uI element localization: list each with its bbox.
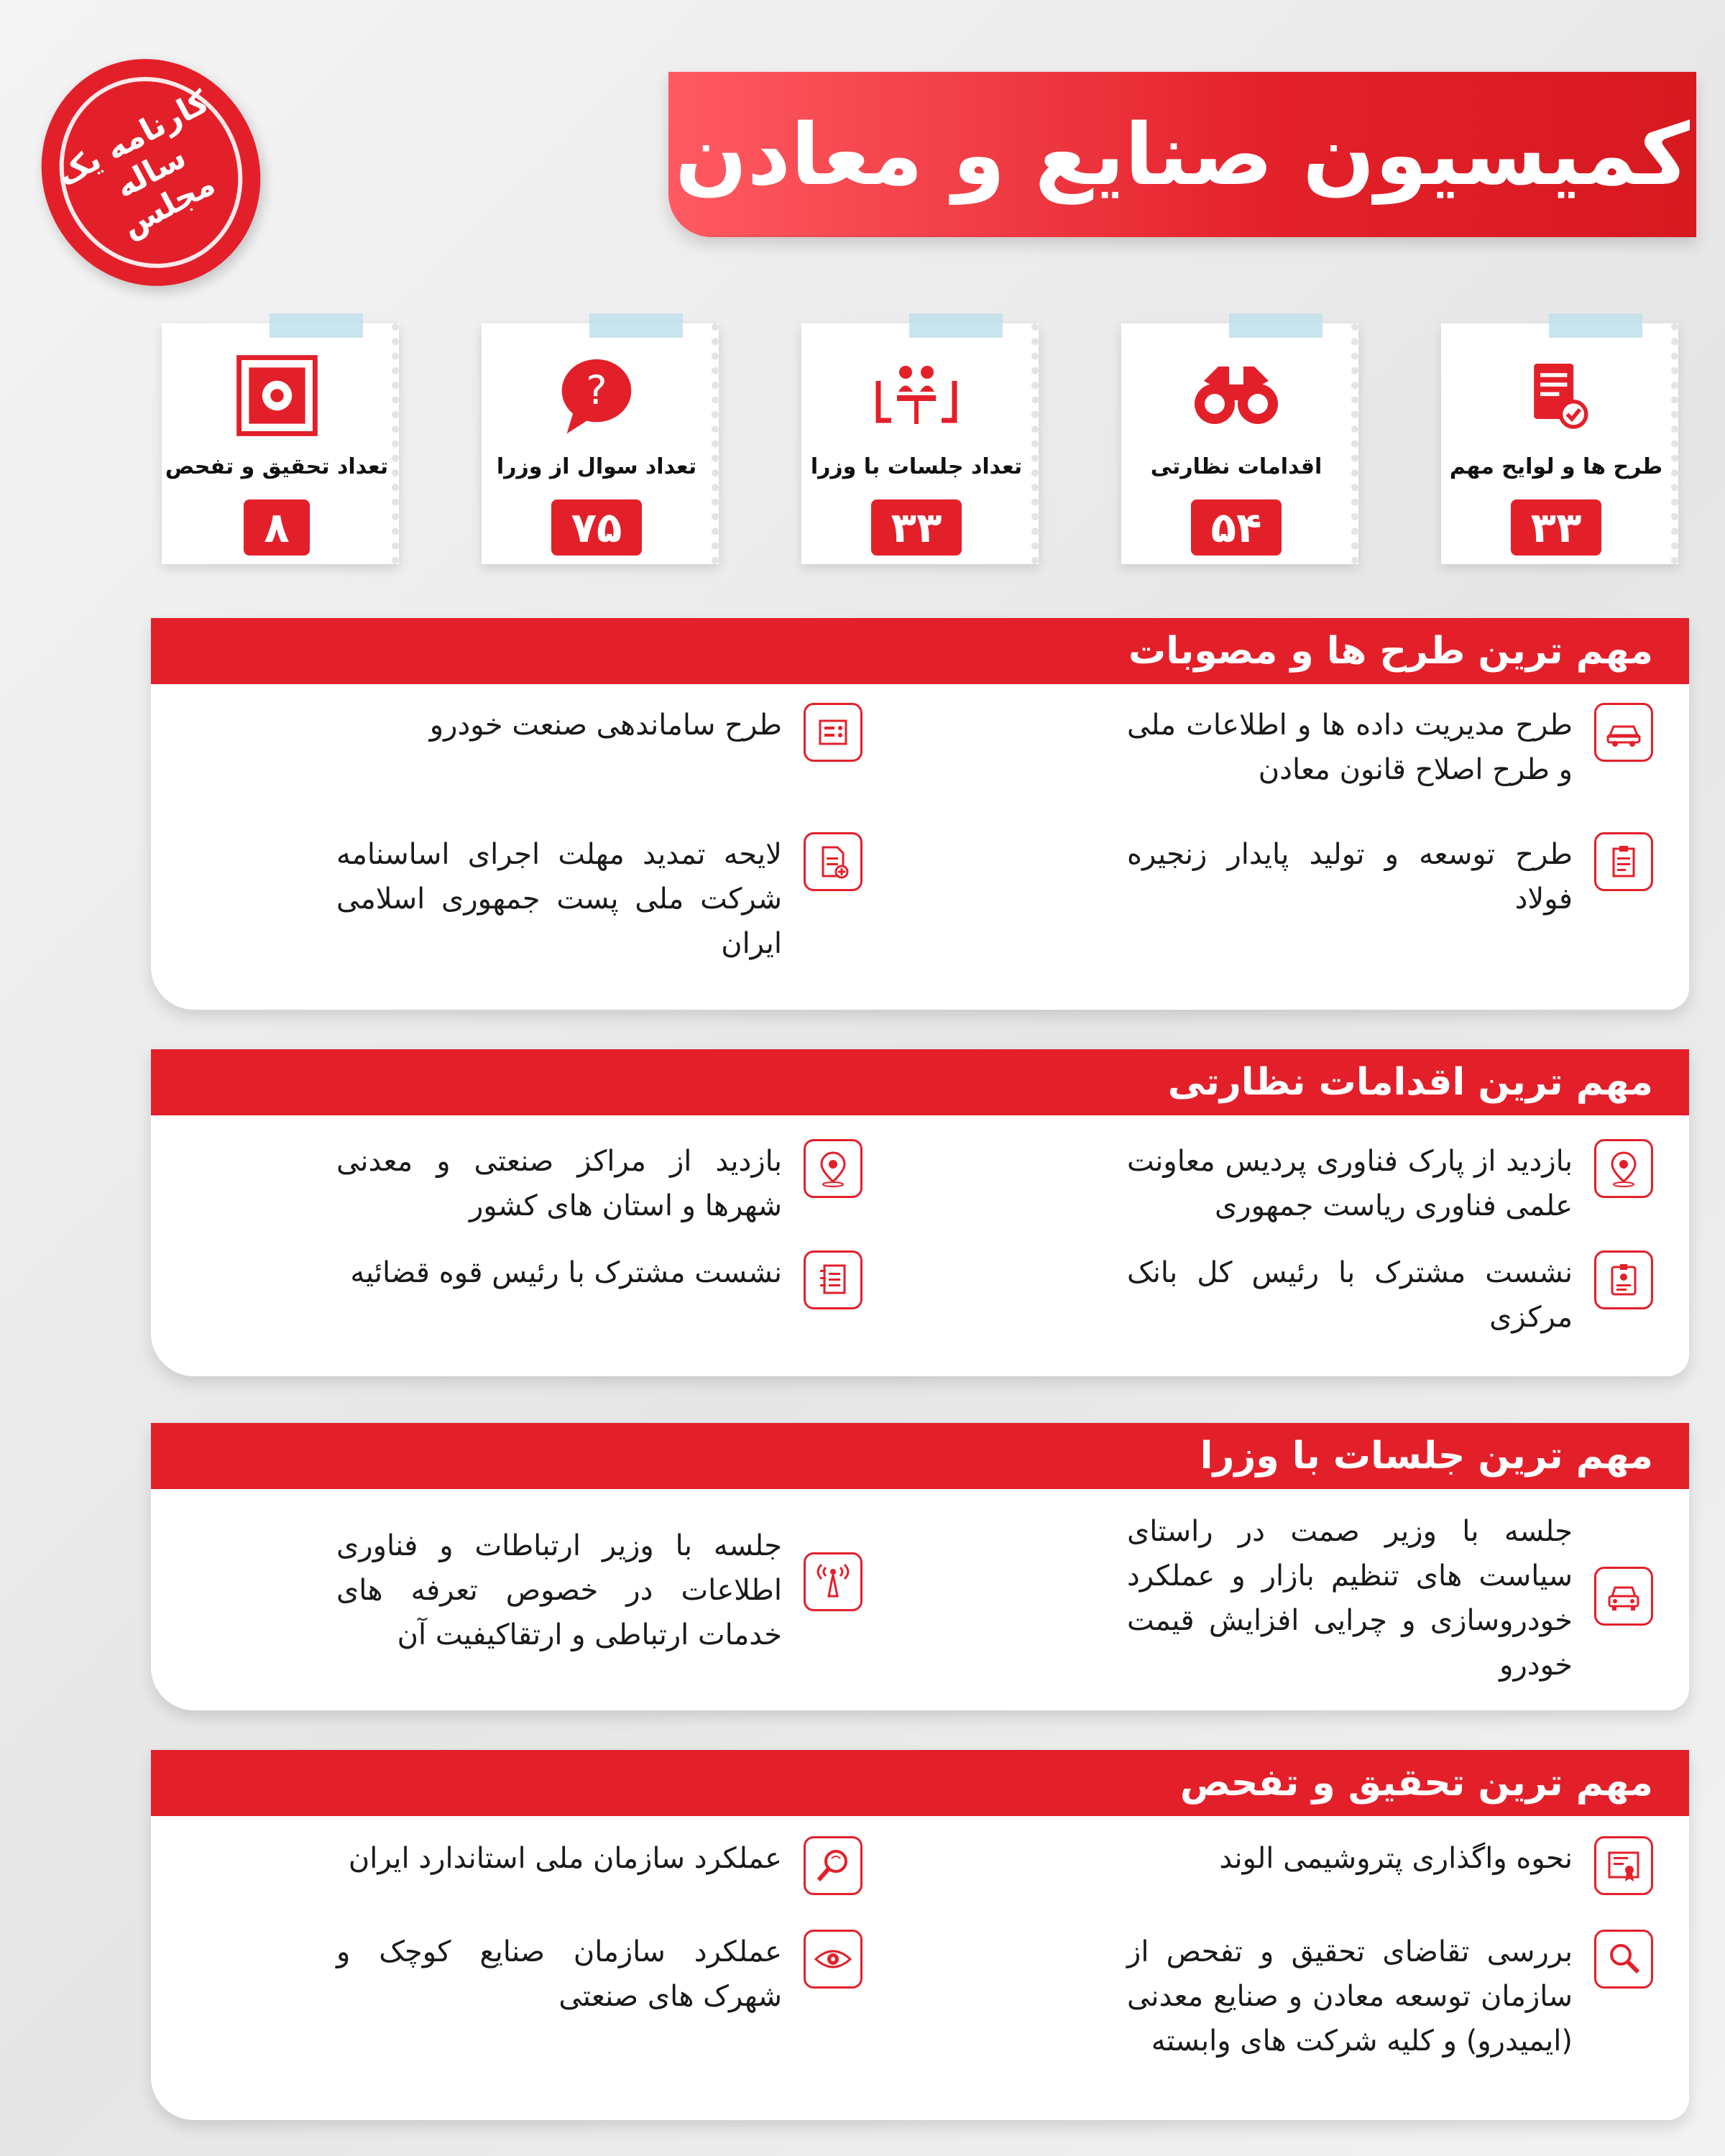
certificate-icon [1594,1836,1653,1895]
page-title: کمیسیون صنایع و معادن [674,105,1690,204]
section-title: مهم ترین اقدامات نظارتی [1167,1061,1653,1104]
stat-card-questions [482,323,719,564]
section-meetings [151,1423,1689,1710]
section-title: مهم ترین جلسات با وزرا [1200,1434,1653,1478]
tape-decoration [270,313,363,338]
list-item [1127,1139,1653,1228]
car-icon [1594,703,1653,762]
item-text: طرح توسعه و تولید پایدار زنجیره فولاد [1127,838,1573,916]
list-item [1127,703,1653,792]
list-item [336,832,862,966]
section-header [151,1750,1689,1816]
item-text: نحوه واگذاری پتروشیمی الوند [1219,1842,1573,1875]
stat-value: ۷۵ [551,499,643,556]
eye-icon [804,1930,862,1989]
parliament-stamp-logo [1,20,300,324]
stamp-text: کارنامه یک ساله مجلس [26,45,275,300]
location-pin-icon [804,1139,862,1198]
notes-icon [804,1250,862,1309]
tape-decoration [1549,313,1642,338]
section-oversight [151,1049,1689,1376]
section-title: مهم ترین تحقیق و تفحص [1179,1761,1653,1805]
item-text: بازدید از مراکز صنعتی و معدنی شهرها و استان های کشور [336,1145,782,1222]
list-item [336,1250,862,1309]
stat-card-bills [1441,323,1678,564]
section-title: مهم ترین طرح ها و مصوبات [1128,630,1653,673]
stat-label: اقدامات نظارتی [1150,454,1322,479]
item-text: طرح ساماندهی صنعت خودرو [429,709,782,742]
item-text: طرح مدیریت داده ها و اطلاعات ملی و طرح اصلاح قانون معادن [1127,709,1573,786]
car-front-icon [1594,1567,1653,1626]
tape-decoration [909,313,1003,338]
id-badge-icon [1594,1250,1653,1309]
section-inquiries [151,1750,1689,2120]
stat-label: تعداد تحقیق و تفحص [165,454,389,479]
item-text: جلسه با وزیر ارتباطات و فناوری اطلاعات در خصوص تعرفه های خدمات ارتباطی و ارتقاکیفیت آن [336,1529,782,1651]
list-item [336,703,862,762]
list-item [336,1930,862,2019]
stat-value: ۳۳ [871,499,962,556]
item-text: لایحه تمدید مهلت اجرای اساسنامه شرکت ملی پست جمهوری اسلامی ایران [336,838,782,960]
list-item [1127,1250,1653,1340]
search-doc-icon [1594,1930,1653,1989]
clipboard-icon [1594,832,1653,891]
stat-card-inquiries [162,323,399,564]
list-item [1127,1930,1653,2063]
item-text: عملکرد سازمان ملی استاندارد ایران [348,1842,782,1875]
stat-value: ۳۳ [1511,499,1602,556]
svg-text:?: ? [586,367,607,414]
stat-card-meetings [801,323,1039,564]
section-bills [151,618,1689,1010]
list-item [336,1139,862,1228]
stat-card-oversight [1121,323,1358,564]
item-text: جلسه با وزیر صمت در راستای سیاست های تنظیم بازار و عملکرد خودروسازی و چرایی افزایش قیمت خودرو [1127,1515,1573,1682]
section-header [151,1423,1689,1489]
antenna-icon [804,1552,862,1611]
list-item [336,1524,862,1657]
list-item [1127,1836,1653,1895]
stat-label: تعداد جلسات با وزرا [810,454,1023,479]
list-item [1127,1509,1653,1687]
question-bubble-icon [550,352,643,438]
item-text: بررسی تقاضای تحقیق و تفحص از سازمان توسعه معادن و صنایع معدنی (ایمیدرو) و کلیه شرکت های وابسته [1127,1935,1573,2058]
document-add-icon [804,832,862,891]
item-text: نشست مشترک با رئیس کل بانک مرکزی [1127,1256,1573,1334]
title-banner [668,72,1696,237]
stats-row [162,323,1678,568]
stat-value: ۸ [244,499,309,556]
scan-eye-icon [230,352,323,438]
form-icon [804,703,862,762]
document-check-icon [1509,352,1603,438]
item-text: عملکرد سازمان صنایع کوچک و شهرک های صنعتی [336,1935,782,2013]
binoculars-icon [1190,352,1283,438]
location-pin-icon [1594,1139,1653,1198]
tape-decoration [1229,313,1322,338]
meeting-icon [870,352,963,438]
item-text: بازدید از پارک فناوری پردیس معاونت علمی فناوری ریاست جمهوری [1127,1145,1573,1222]
list-item [1127,832,1653,921]
stat-label: طرح ها و لوایح مهم [1449,454,1663,479]
list-item [336,1836,862,1895]
stat-value: ۵۴ [1191,499,1282,556]
stat-label: تعداد سوال از وزرا [496,454,697,479]
item-text: نشست مشترک با رئیس قوه قضائیه [350,1256,782,1289]
tape-decoration [589,313,683,338]
section-header [151,1049,1689,1115]
section-header [151,618,1689,684]
magnifier-icon [804,1836,862,1895]
